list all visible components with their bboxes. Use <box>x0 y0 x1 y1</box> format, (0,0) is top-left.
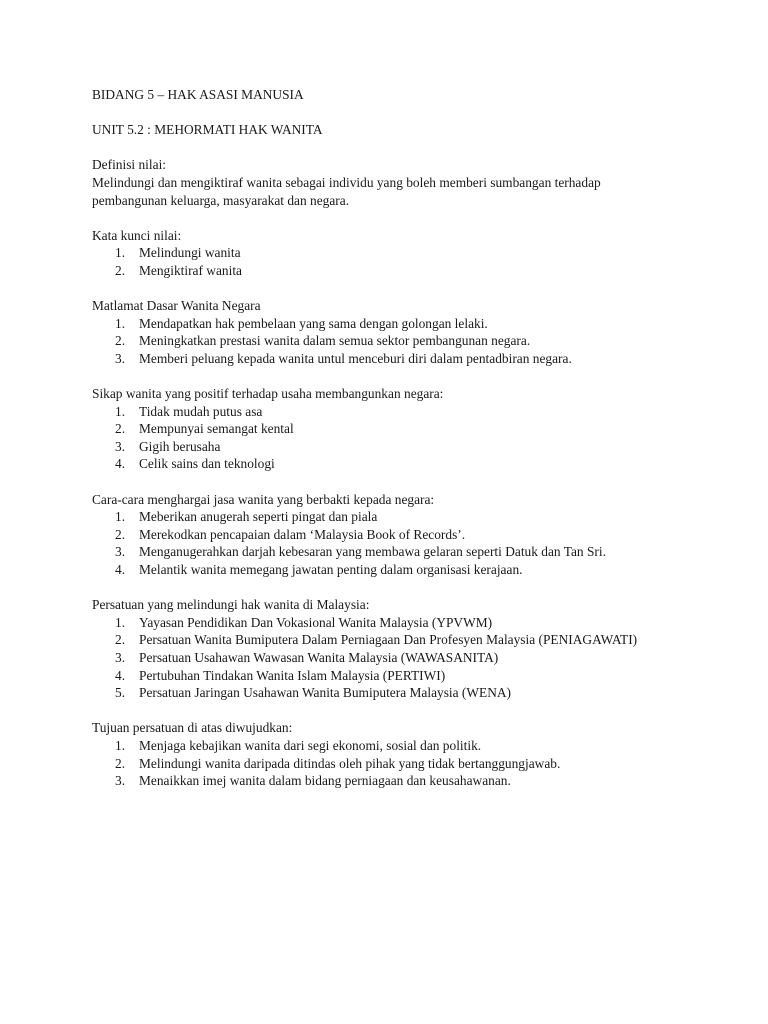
list-item <box>92 438 712 456</box>
list-item <box>92 684 712 702</box>
list-item-text: Meberikan anugerah seperti pingat dan piala <box>139 509 378 525</box>
list-item-number: 2. <box>115 526 126 542</box>
list-item-number: 4. <box>115 667 126 683</box>
list-item-number: 2. <box>115 632 126 648</box>
definition-text-line-2: pembangunan keluarga, masyarakat dan negara. <box>92 192 350 208</box>
list-item <box>92 332 712 350</box>
list-item-text: Menjaga kebajikan wanita dari segi ekonomi, sosial dan politik. <box>139 737 482 753</box>
list-item <box>92 315 712 333</box>
list-item-text: Menaikkan imej wanita dalam bidang perniagaan dan keusahawanan. <box>139 773 511 789</box>
list-item <box>92 350 712 368</box>
list-item-text: Tidak mudah putus asa <box>139 403 263 419</box>
section-block <box>92 297 712 367</box>
list-item-number: 4. <box>115 456 126 472</box>
list-item-number: 2. <box>115 333 126 349</box>
document-heading: BIDANG 5 – HAK ASASI MANUSIA <box>92 87 304 102</box>
list-item-text: Yayasan Pendidikan Dan Vokasional Wanita Malaysia (YPVWM) <box>139 614 493 630</box>
list-item <box>92 543 712 561</box>
list-item-number: 1. <box>115 315 126 331</box>
numbered-list <box>92 244 712 279</box>
section-block <box>92 227 712 280</box>
numbered-list <box>92 737 712 790</box>
list-item-text: Pertubuhan Tindakan Wanita Islam Malaysia (PERTIWI) <box>139 667 446 683</box>
list-item-text: Meningkatkan prestasi wanita dalam semua sektor pembangunan negara. <box>139 333 531 349</box>
spacer <box>92 280 712 298</box>
list-item <box>92 403 712 421</box>
spacer <box>92 579 712 597</box>
definition-block <box>92 156 712 209</box>
definition-label: Definisi nilai: <box>92 157 167 173</box>
list-item-text: Persatuan Usahawan Wawasan Wanita Malaysia (WAWASANITA) <box>139 650 499 665</box>
spacer <box>92 473 712 491</box>
list-item-text: Mengiktiraf wanita <box>139 262 242 278</box>
unit-title: UNIT 5.2 : MEHORMATI HAK WANITA <box>92 122 323 138</box>
list-item <box>92 244 712 262</box>
list-item-text: Menganugerahkan darjah kebesaran yang membawa gelaran seperti Datuk dan Tan Sri. <box>139 544 606 560</box>
list-item <box>92 508 712 526</box>
section-block <box>92 596 712 702</box>
list-item-text: Melantik wanita memegang jawatan penting dalam organisasi kerajaan. <box>139 562 523 578</box>
spacer <box>92 368 712 386</box>
numbered-list <box>92 614 712 702</box>
list-item-number: 2. <box>115 262 126 278</box>
list-item <box>92 772 712 790</box>
list-item-number: 1. <box>115 403 126 419</box>
section-title: Cara-cara menghargai jasa wanita yang berbakti kepada negara: <box>92 491 435 507</box>
list-item-text: Melindungi wanita daripada ditindas oleh pihak yang tidak bertanggungjawab. <box>139 755 561 771</box>
list-item-text: Merekodkan pencapaian dalam ‘Malaysia Book of Records’. <box>139 526 466 542</box>
spacer <box>92 209 712 227</box>
list-item <box>92 649 712 667</box>
list-item-number: 4. <box>115 562 126 578</box>
list-item-text: Mempunyai semangat kental <box>139 421 294 437</box>
list-item-text: Persatuan Jaringan Usahawan Wanita Bumiputera Malaysia (WENA) <box>139 685 512 701</box>
spacer <box>92 139 712 157</box>
list-item-number: 1. <box>115 509 126 525</box>
list-item-number: 3. <box>115 650 126 665</box>
list-item <box>92 455 712 473</box>
list-item <box>92 420 712 438</box>
list-item-number: 1. <box>115 245 126 261</box>
list-item <box>92 667 712 685</box>
section-block <box>92 719 712 789</box>
list-item <box>92 526 712 544</box>
section-title: Sikap wanita yang positif terhadap usaha membangunkan negara: <box>92 386 444 402</box>
section-block <box>92 385 712 473</box>
list-item-text: Mendapatkan hak pembelaan yang sama dengan golongan lelaki. <box>139 315 488 331</box>
list-item <box>92 755 712 773</box>
list-item-text: Gigih berusaha <box>139 438 221 454</box>
list-item-number: 2. <box>115 755 126 771</box>
list-item-number: 1. <box>115 737 126 753</box>
numbered-list <box>92 403 712 473</box>
list-item-number: 1. <box>115 614 126 630</box>
list-item-text: Memberi peluang kepada wanita untul menceburi diri dalam pentadbiran negara. <box>139 350 572 366</box>
list-item-number: 3. <box>115 350 126 366</box>
numbered-list <box>92 508 712 578</box>
list-item-number: 5. <box>115 685 126 701</box>
list-item-text: Celik sains dan teknologi <box>139 456 275 472</box>
list-item <box>92 631 712 649</box>
list-item-number: 3. <box>115 544 126 560</box>
section-title: Persatuan yang melindungi hak wanita di Malaysia: <box>92 597 370 613</box>
list-item <box>92 262 712 280</box>
list-item-number: 2. <box>115 421 126 437</box>
document-body <box>92 86 712 790</box>
list-item <box>92 737 712 755</box>
list-item-text: Melindungi wanita <box>139 245 241 261</box>
list-item-number: 3. <box>115 773 126 789</box>
sections-container <box>92 209 712 790</box>
section-title: Matlamat Dasar Wanita Negara <box>92 298 261 314</box>
spacer <box>92 104 712 122</box>
numbered-list <box>92 315 712 368</box>
spacer <box>92 702 712 720</box>
section-title: Tujuan persatuan di atas diwujudkan: <box>92 720 293 736</box>
list-item-text: Persatuan Wanita Bumiputera Dalam Perniagaan Dan Profesyen Malaysia (PENIAGAWATI) <box>139 632 638 648</box>
section-title: Kata kunci nilai: <box>92 227 182 243</box>
definition-text-line-1: Melindungi dan mengiktiraf wanita sebagai individu yang boleh memberi sumbangan terhadap <box>92 174 601 190</box>
list-item <box>92 614 712 632</box>
section-block <box>92 491 712 579</box>
list-item <box>92 561 712 579</box>
list-item-number: 3. <box>115 438 126 454</box>
